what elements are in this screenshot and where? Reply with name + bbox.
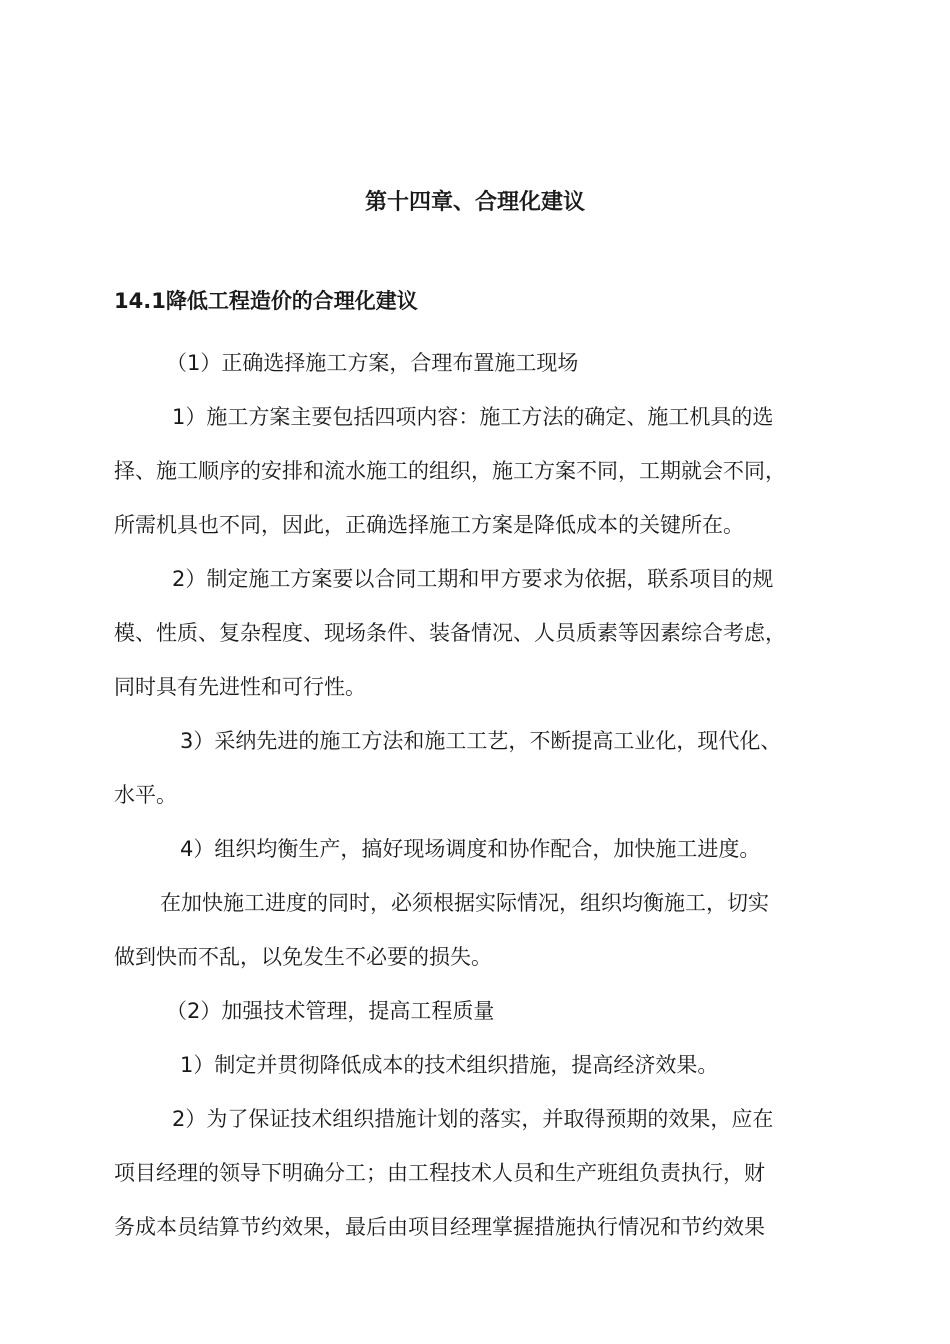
paragraph-line: （2）加强技术管理，提高工程质量 — [166, 999, 495, 1023]
paragraph-line: 1）制定并贯彻降低成本的技术组织措施，提高经济效果。 — [180, 1053, 719, 1077]
section-title: 14.1降低工程造价的合理化建议 — [114, 289, 418, 313]
paragraph-line: 在加快施工进度的同时，必须根据实际情况，组织均衡施工，切实 — [160, 891, 769, 915]
chapter-title: 第十四章、合理化建议 — [364, 190, 585, 215]
paragraph-line: 2）为了保证技术组织措施计划的落实，并取得预期的效果，应在 — [172, 1107, 774, 1131]
paragraph-line: 水平。 — [114, 783, 177, 807]
paragraph-line: 1）施工方案主要包括四项内容：施工方法的确定、施工机具的选 — [172, 405, 774, 429]
paragraph-line: 同时具有先进性和可行性。 — [114, 675, 366, 699]
paragraph-line: 模、性质、复杂程度、现场条件、装备情况、人员质素等因素综合考虑， — [114, 621, 786, 645]
paragraph-line: 3）采纳先进的施工方法和施工工艺，不断提高工业化，现代化、 — [180, 729, 782, 753]
paragraph-line: （1）正确选择施工方案，合理布置施工现场 — [166, 351, 579, 375]
paragraph-line: 所需机具也不同，因此，正确选择施工方案是降低成本的关键所在。 — [114, 513, 744, 537]
paragraph-line: 4）组织均衡生产，搞好现场调度和协作配合，加快施工进度。 — [180, 837, 761, 861]
paragraph-line: 务成本员结算节约效果，最后由项目经理掌握措施执行情况和节约效果 — [114, 1215, 765, 1239]
paragraph-line: 2）制定施工方案要以合同工期和甲方要求为依据，联系项目的规 — [172, 567, 774, 591]
paragraph-line: 做到快而不乱，以免发生不必要的损失。 — [114, 945, 492, 969]
paragraph-line: 项目经理的领导下明确分工；由工程技术人员和生产班组负责执行，财 — [114, 1161, 765, 1185]
paragraph-line: 择、施工顺序的安排和流水施工的组织，施工方案不同，工期就会不同， — [114, 459, 786, 483]
